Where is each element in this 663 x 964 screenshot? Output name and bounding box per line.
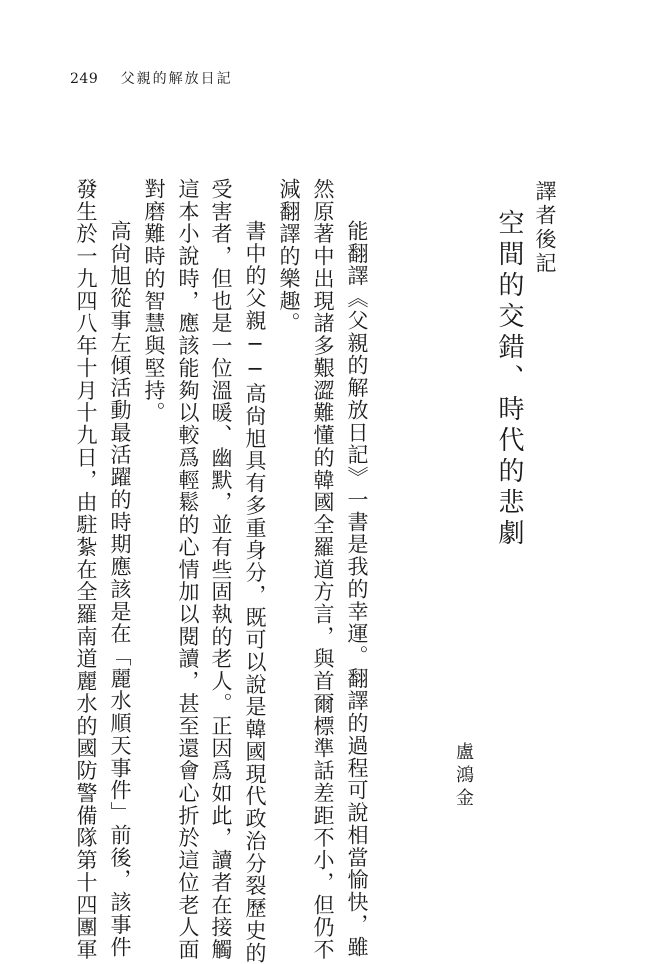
running-book-title: 父親的解放日記 — [120, 71, 233, 87]
body-line-3: 減翻譯的樂趣。 — [277, 178, 301, 335]
page-number: 249 — [70, 71, 99, 87]
body-line-2: 然原著中出現諸多艱澀難懂的韓國全羅道方言，與首爾標準話差距不小，但仍不 — [311, 178, 335, 961]
body-line-4: 書中的父親──高尙旭具有多重身分，既可以說是韓國現代政治分裂歷史的 — [243, 220, 267, 964]
body-line-5: 受害者，但也是一位溫暖、幽默，並有些固執的老人。正因爲如此，讀者在接觸 — [209, 178, 233, 961]
body-line-1: 能翻譯《父親的解放日記》一書是我的幸運。翻譯的過程可說相當愉快，雖 — [345, 220, 369, 959]
body-line-7: 對磨難時的智慧與堅持。 — [142, 178, 166, 425]
body-line-8: 高尙旭從事左傾活動最活躍的時期應該是在「麗水順天事件」前後，該事件 — [108, 220, 132, 959]
chapter-title: 空間的交錯、時代的悲劇 — [494, 209, 524, 550]
section-heading: 譯者後記 — [533, 180, 557, 276]
body-line-6: 這本小說時，應該能夠以較爲輕鬆的心情加以閱讀，甚至還會心折於這位老人面 — [176, 178, 200, 961]
body-line-9: 發生於一九四八年十月十九日，由駐紮在全羅南道麗水的國防警備隊第十四團軍 — [74, 178, 98, 961]
page-header — [70, 68, 233, 88]
author-name: 盧鴻金 — [453, 742, 474, 811]
